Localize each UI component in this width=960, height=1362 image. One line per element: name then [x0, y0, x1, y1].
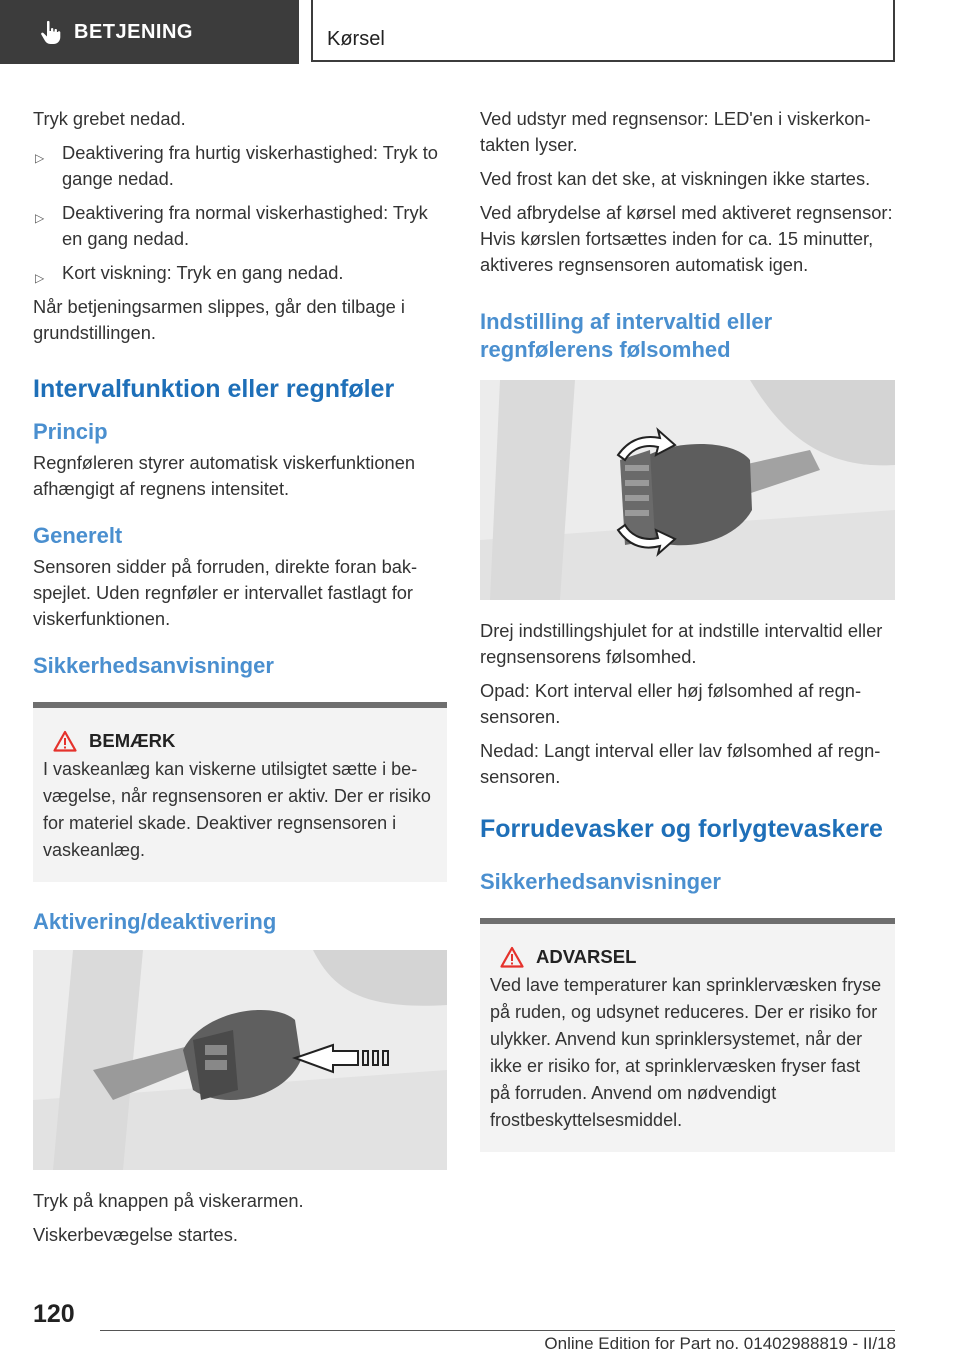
heading-activation: Aktivering/deaktivering [33, 909, 277, 934]
notice-title [53, 730, 437, 752]
right-column [480, 106, 895, 1162]
warning-box [480, 918, 895, 1152]
princip-text: Regnføleren styrer automatisk viskerfunktionen afhængigt af regnens intensitet. [33, 452, 416, 499]
heading-princip: Princip [33, 419, 108, 444]
heading-safety-right: Sikkerhedsanvisninger [480, 869, 721, 894]
edition-text: Online Edition for Part no. 01402988819 - II/18 [544, 1334, 896, 1353]
hand-pointer-icon [38, 19, 64, 45]
page-number: 120 [33, 1300, 75, 1328]
chapter-box [311, 0, 895, 62]
warning-text: Ved lave temperaturer kan sprinklervæsken fryse på ruden, og udsynet reduceres. Der er risiko for ulykker. Anvend kun sprinklersystemet, når der ikke er risiko for, at sprinklervæsken fryser fast på forruden. Anvend om nødvendigt frostbeskyttelsesmiddel. [490, 975, 882, 1130]
intro-text: Tryk grebet nedad. [33, 108, 186, 129]
release-text: Når betjeningsarmen slippes, går den tilbage i grundstillingen. [33, 296, 405, 343]
heading-setting: Indstilling af intervaltid eller regnfølerens følsomhed [480, 309, 773, 362]
rain-sensor-led-text: Ved udstyr med regnsensor: LED'en i viskerkontakten lyser. [480, 108, 871, 155]
wheel-instruction-text: Drej indstillingshjulet for at indstille intervaltid eller regnsensorens følsomhed. [480, 620, 883, 667]
list-item-text: Deaktivering fra hurtig viskerhastighed: Tryk to gange nedad. [62, 142, 438, 189]
warning-triangle-icon [500, 946, 524, 968]
wiper-button-illustration [33, 950, 447, 1170]
adjustment-wheel-illustration [480, 380, 895, 600]
caption-press-button: Tryk på knappen på viskerarmen. [33, 1190, 304, 1211]
triangle-bullet-icon: ▷ [35, 151, 45, 165]
frost-text: Ved frost kan det ske, at viskningen ikke startes. [480, 168, 871, 189]
heading-safety-left: Sikkerhedsanvisninger [33, 653, 274, 678]
warning-triangle-icon [53, 730, 77, 752]
list-item-text: Kort viskning: Tryk en gang nedad. [62, 262, 344, 283]
list-item [33, 260, 447, 286]
triangle-bullet-icon: ▷ [35, 271, 45, 285]
chapter-title: Kørsel [327, 28, 385, 50]
notice-box [33, 702, 447, 882]
heading-washer: Forrudevasker og forlygtevaskere [480, 815, 883, 843]
warning-title [500, 946, 885, 968]
notice-title-text: BEMÆRK [89, 730, 176, 751]
triangle-bullet-icon: ▷ [35, 211, 45, 225]
list-item [33, 200, 447, 252]
list-item [33, 140, 447, 192]
heading-interval-function: Intervalfunktion eller regnføler [33, 375, 395, 403]
caption-wiper-starts: Viskerbevægelse startes. [33, 1224, 238, 1245]
interruption-text: Ved afbrydelse af kørsel med aktiveret regnsensor: Hvis kørslen fortsættes inden for ca. 15 minutter, aktiveres regnsensoren automatisk igen. [480, 202, 893, 275]
heading-generelt: Generelt [33, 523, 123, 548]
down-text: Nedad: Langt interval eller lav følsomhed af regnsensoren. [480, 740, 881, 787]
footer-divider [100, 1330, 895, 1331]
list-item-text: Deaktivering fra normal viskerhastighed: Tryk en gang nedad. [62, 202, 428, 249]
section-tab [0, 0, 299, 64]
notice-text: I vaskeanlæg kan viskerne utilsigtet sætte i bevægelse, når regnsensoren er aktiv. Der er risiko for materiel skade. Deaktiver regnsensoren i vaskeanlæg. [43, 759, 431, 860]
generelt-text: Sensoren sidder på forruden, direkte foran bakspejlet. Uden regnføler er intervallet fastlagt for viskerfunktionen. [33, 556, 418, 629]
warning-title-text: ADVARSEL [536, 946, 637, 967]
section-title: BETJENING [74, 20, 193, 43]
left-column [33, 106, 447, 1256]
up-text: Opad: Kort interval eller høj følsomhed af regnsensoren. [480, 680, 862, 727]
